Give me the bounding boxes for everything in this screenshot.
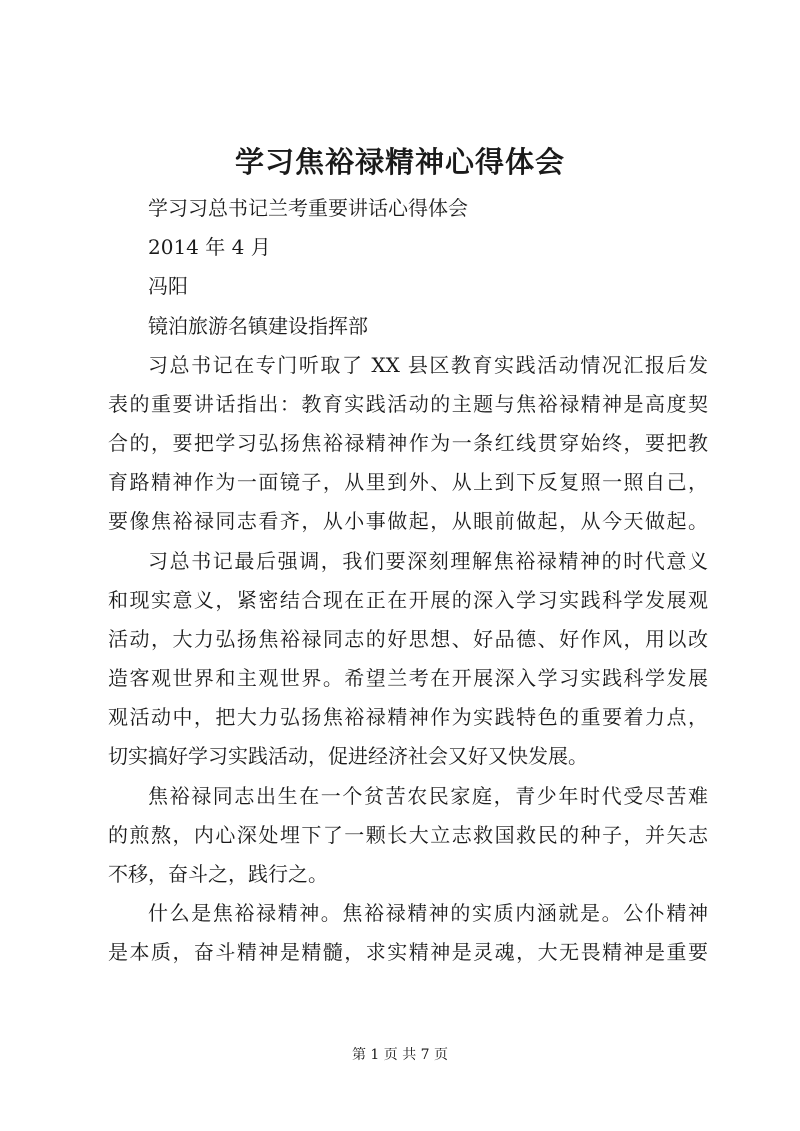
paragraph-4-line-2: 是本质，奋斗精神是精髓，求实精神是灵魂，大无畏精神是重要: [108, 940, 708, 964]
paragraph-2-line-6: 切实搞好学习实践活动，促进经济社会又好又快发展。: [108, 744, 588, 768]
document-subtitle: 学习习总书记兰考重要讲话心得体会: [148, 196, 468, 220]
document-author: 冯阳: [148, 274, 188, 298]
paragraph-1-line-3: 合的，要把学习弘扬焦裕禄精神作为一条红线贯穿始终，要把教: [108, 431, 708, 455]
page-number-footer: 第 1 页 共 7 页: [351, 1047, 449, 1063]
paragraph-2-line-1: 习总书记最后强调，我们要深刻理解焦裕禄精神的时代意义: [148, 549, 708, 573]
paragraph-2-line-4: 造客观世界和主观世界。希望兰考在开展深入学习实践科学发展: [108, 666, 708, 690]
paragraph-4-line-1: 什么是焦裕禄精神。焦裕禄精神的实质内涵就是。公仆精神: [148, 901, 708, 925]
paragraph-2-line-3: 活动，大力弘扬焦裕禄同志的好思想、好品德、好作风，用以改: [108, 627, 708, 651]
document-date: 2014 年 4 月: [148, 235, 271, 259]
paragraph-2-line-5: 观活动中，把大力弘扬焦裕禄精神作为实践特色的重要着力点，: [108, 705, 708, 729]
document-title: 学习焦裕禄精神心得体会: [234, 145, 565, 179]
paragraph-3-line-1: 焦裕禄同志出生在一个贫苦农民家庭，青少年时代受尽苦难: [148, 784, 708, 808]
paragraph-1-line-1: 习总书记在专门听取了 XX 县区教育实践活动情况汇报后发: [148, 353, 708, 377]
paragraph-3-line-2: 的煎熬，内心深处埋下了一颗长大立志救国救民的种子，并矢志: [108, 823, 708, 847]
paragraph-1-line-4: 育路精神作为一面镜子，从里到外、从上到下反复照一照自己，: [108, 470, 708, 494]
paragraph-2-line-2: 和现实意义，紧密结合现在正在开展的深入学习实践科学发展观: [108, 588, 708, 612]
paragraph-1-line-2: 表的重要讲话指出：教育实践活动的主题与焦裕禄精神是高度契: [108, 392, 708, 416]
document-organization: 镜泊旅游名镇建设指挥部: [148, 314, 368, 338]
paragraph-3-line-3: 不移，奋斗之，践行之。: [108, 862, 328, 886]
paragraph-1-line-5: 要像焦裕禄同志看齐，从小事做起，从眼前做起，从今天做起。: [108, 509, 708, 533]
